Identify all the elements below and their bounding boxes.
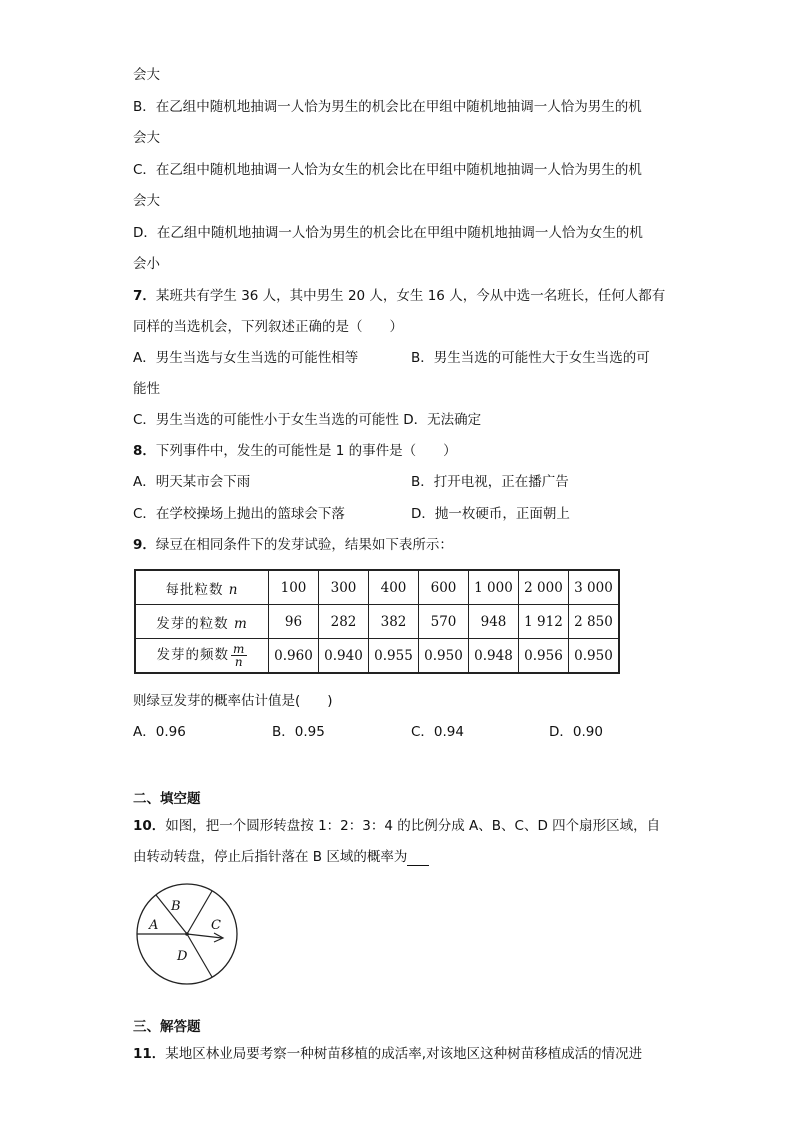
label-c: C: [211, 918, 221, 933]
row-label-germinated-count: 发芽的粒数 m: [135, 605, 269, 639]
germination-table: [134, 569, 620, 674]
answer-blank[interactable]: [407, 851, 429, 866]
q9-question: 则绿豆发芽的概率估计值是( ): [133, 693, 333, 709]
q10-number: 10．: [133, 818, 166, 834]
q7-option-b: B．男生当选的可能性大于女生当选的可: [411, 350, 650, 366]
q9-option-b: B．0.95: [272, 724, 325, 740]
table-cell: 300: [319, 570, 369, 605]
table-cell: 0.948: [469, 639, 519, 674]
q7-number: 7．: [133, 288, 156, 304]
table-cell: 948: [469, 605, 519, 639]
fraction-m-over-n: $\frac{m}{n}$: [233, 642, 246, 669]
table-cell: 96: [269, 605, 319, 639]
table-cell: 382: [369, 605, 419, 639]
q7-stem: [133, 287, 665, 305]
table-row-germinated-count: [135, 605, 619, 639]
q9-stem-text: 绿豆在相同条件下的发芽试验，结果如下表所示：: [155, 537, 453, 553]
table-row-frequency: [135, 639, 619, 674]
q8-stem-text: 下列事件中，发生的可能性是 1 的事件是（ ）: [155, 443, 457, 459]
q9-option-d: D．0.90: [549, 724, 603, 740]
label-d: D: [177, 949, 188, 964]
spinner-center: [185, 932, 189, 936]
q11-number: 11．: [133, 1046, 166, 1062]
q7-option-b-continuation: 能性: [133, 381, 160, 397]
q6-option-d: D．在乙组中随机地抽调一人恰为男生的机会比在甲组中随机地抽调一人恰为女生的机: [133, 225, 643, 241]
table-cell: 3 000: [569, 570, 620, 605]
label-a: A: [149, 918, 159, 933]
table-cell: 2 000: [519, 570, 569, 605]
q6-option-c-continuation: 会大: [133, 193, 160, 209]
table-cell: 100: [269, 570, 319, 605]
q10-stem-line1: 如图，把一个圆形转盘按 1：2：3：4 的比例分成 A、B、C、D 四个扇形区域，自: [165, 818, 661, 834]
q8-number: 8．: [133, 443, 156, 459]
table-cell: 400: [369, 570, 419, 605]
q9-option-c: C．0.94: [411, 724, 464, 740]
table-cell: 570: [419, 605, 469, 639]
table-cell: 0.950: [569, 639, 620, 674]
table-cell: 0.955: [369, 639, 419, 674]
table-cell: 282: [319, 605, 369, 639]
q8-option-a: A．明天某市会下雨: [133, 474, 251, 490]
table-cell: 1 000: [469, 570, 519, 605]
q7-stem-line1: 某班共有学生 36 人，其中男生 20 人，女生 16 人，今从中选一名班长，任何人都有: [155, 288, 666, 304]
q8-option-c: C．在学校操场上抛出的篮球会下落: [133, 506, 345, 522]
q10-stem-line2: 由转动转盘，停止后指针落在 B 区域的概率为: [133, 848, 429, 866]
table-cell: 0.960: [269, 639, 319, 674]
section-heading-fill-in: 二、填空题: [133, 791, 201, 807]
q8-option-d: D．抛一枚硬币，正面朝上: [411, 506, 570, 522]
q8-stem: [133, 442, 457, 460]
q6-option-a-continuation: 会大: [133, 67, 160, 83]
divider-line: [187, 934, 212, 977]
table-cell: 0.956: [519, 639, 569, 674]
q7-stem-line2: 同样的当选机会，下列叙述正确的是（ ）: [133, 319, 403, 335]
row-label-batch-size: 每批粒数 n: [135, 570, 269, 605]
row-label-frequency: 发芽的频数 $\frac{m}{n}$: [135, 639, 269, 674]
divider-line: [187, 891, 212, 934]
table-cell: 1 912: [519, 605, 569, 639]
section-heading-solutions: 三、解答题: [133, 1019, 201, 1035]
q6-option-b-continuation: 会大: [133, 130, 160, 146]
spinner-diagram: [133, 880, 243, 990]
q11-stem-text: 某地区林业局要考察一种树苗移植的成活率,对该地区这种树苗移植成活的情况进: [165, 1046, 643, 1062]
table-cell: 2 850: [569, 605, 620, 639]
q9-number: 9．: [133, 537, 156, 553]
q9-option-a: A．0.96: [133, 724, 186, 740]
table-cell: 600: [419, 570, 469, 605]
q6-option-b: B．在乙组中随机地抽调一人恰为男生的机会比在甲组中随机地抽调一人恰为男生的机: [133, 99, 642, 115]
q6-option-c: C．在乙组中随机地抽调一人恰为女生的机会比在甲组中随机地抽调一人恰为男生的机: [133, 162, 642, 178]
q6-option-d-continuation: 会小: [133, 256, 160, 272]
q10-stem: [133, 817, 660, 835]
label-b: B: [171, 899, 181, 914]
q7-options-c-d: C．男生当选的可能性小于女生当选的可能性 D．无法确定: [133, 412, 482, 428]
q11-stem: [133, 1045, 642, 1063]
q9-stem: [133, 536, 453, 554]
table-row-batch-size: [135, 570, 619, 605]
q8-option-b: B．打开电视，正在播广告: [411, 474, 569, 490]
table-cell: 0.950: [419, 639, 469, 674]
q7-option-a: A．男生当选与女生当选的可能性相等: [133, 350, 359, 366]
table-cell: 0.940: [319, 639, 369, 674]
